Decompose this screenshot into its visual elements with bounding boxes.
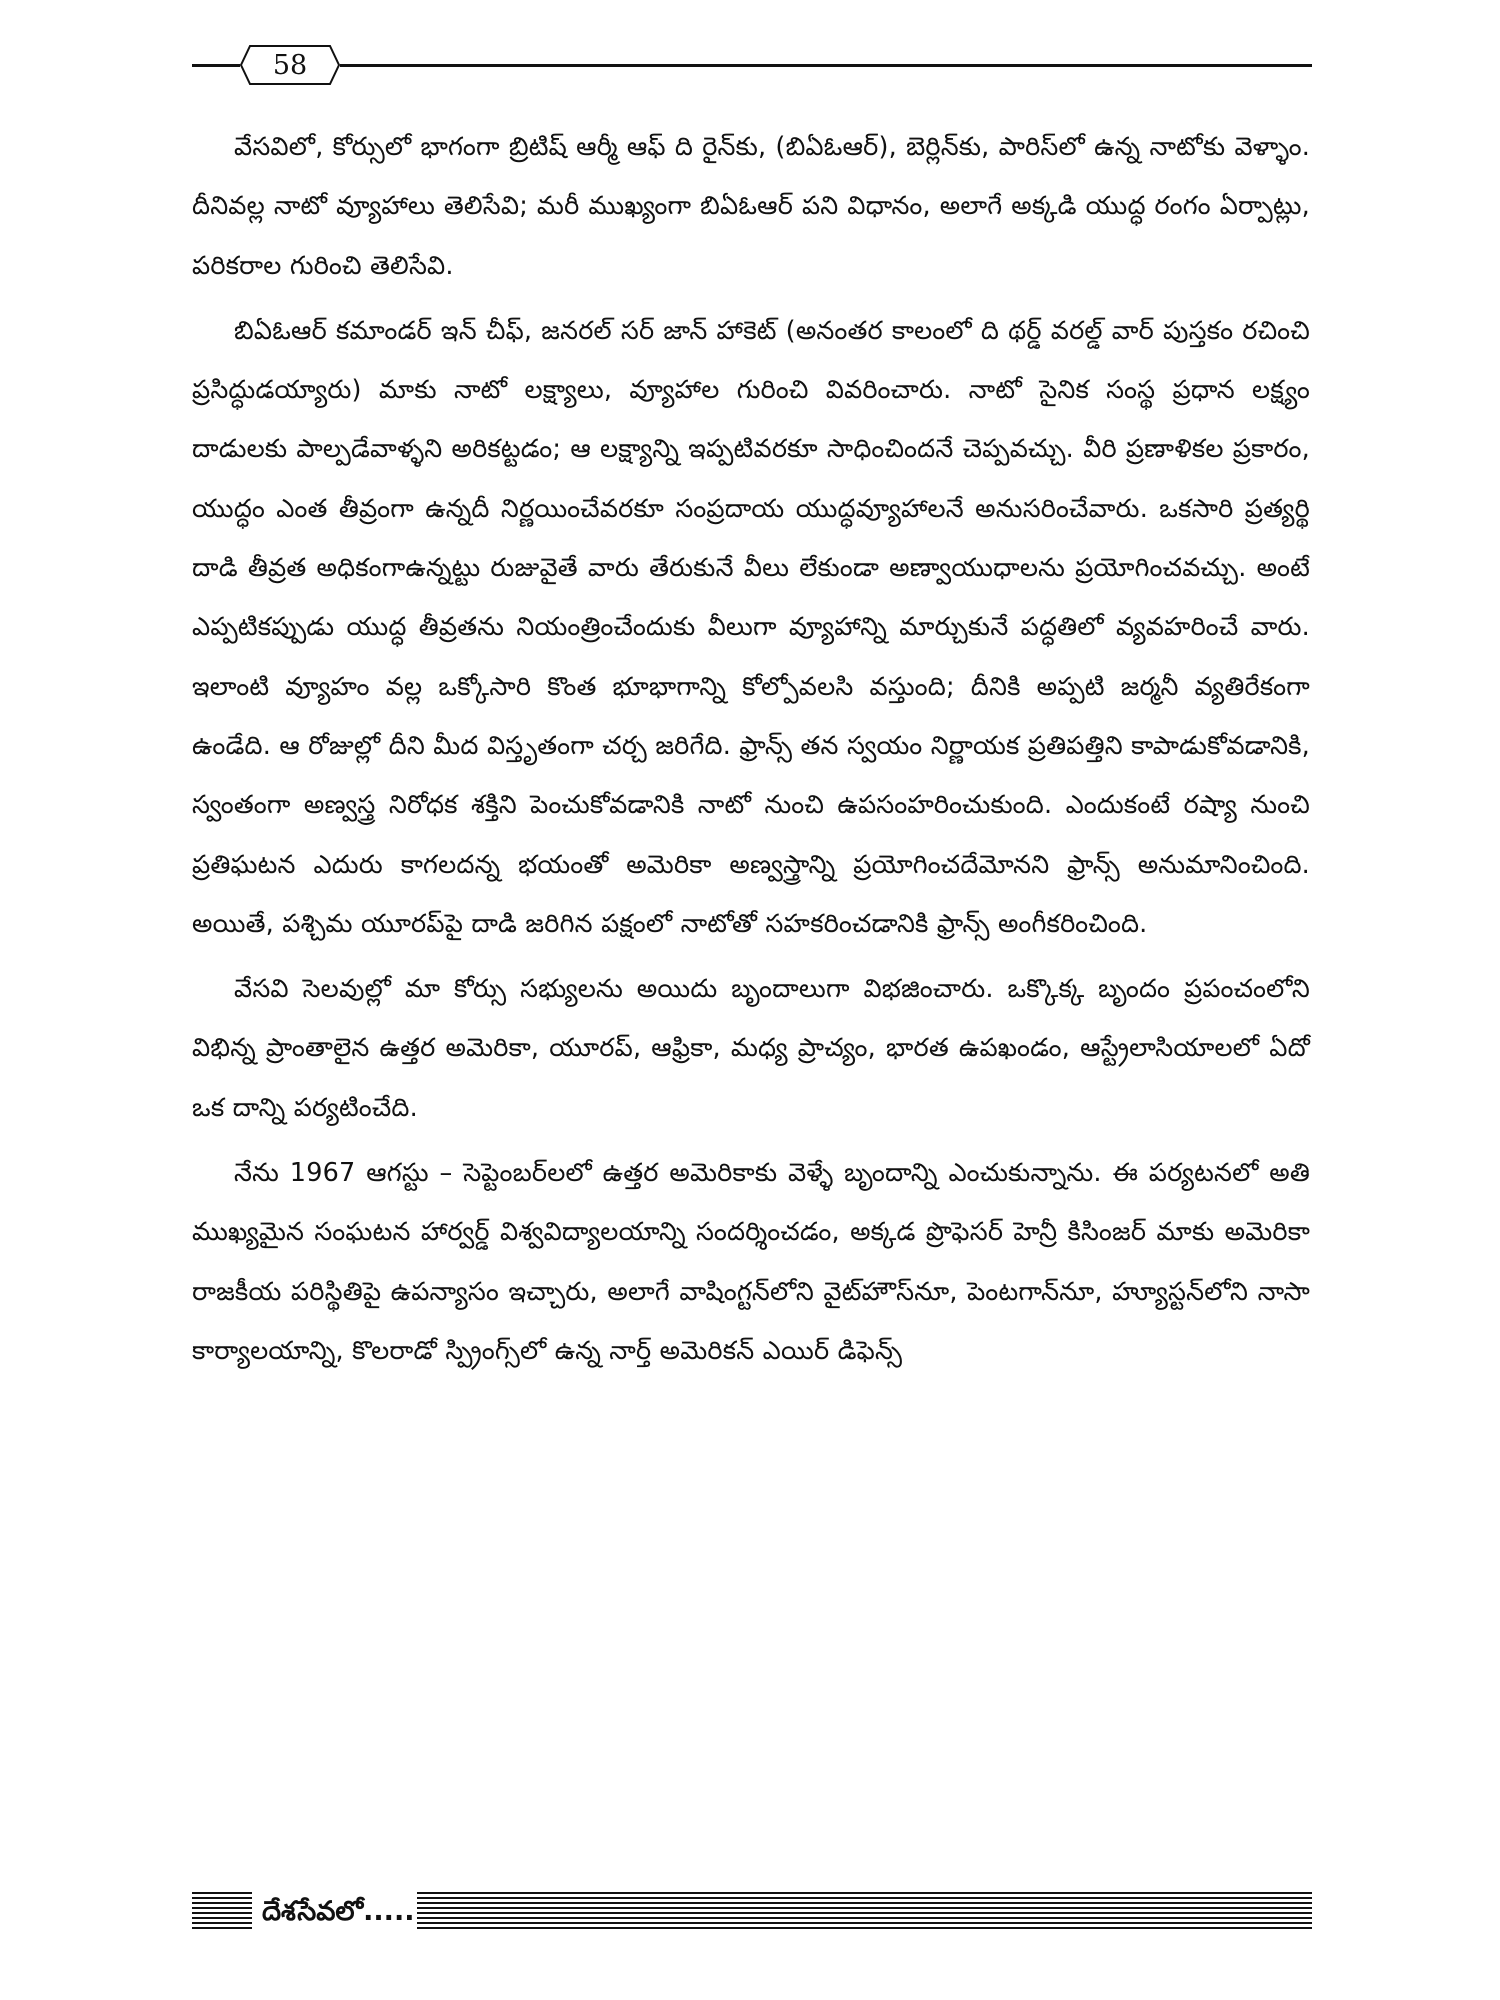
footer-book-title: దేశసేవలో..... xyxy=(262,1896,415,1927)
page-footer xyxy=(192,1890,1312,1934)
paragraph-3: వేసవి సెలవుల్లో మా కోర్సు సభ్యులను అయిదు బృందాలుగా విభజించారు. ఒక్కొక్క బృందం ప్రపంచంలోని విభిన్న ప్రాంతాలైన ఉత్తర అమెరికా, యూరప్, ఆఫ్రికా, మధ్య ప్రాచ్యం, భారత ఉపఖండం, ఆస్ట్రేలాసియాలలో ఏదో ఒక దాన్ని పర్యటించేది. xyxy=(192,974,1310,1123)
page-number-badge xyxy=(240,44,340,86)
paragraph-4: నేను 1967 ఆగస్టు – సెప్టెంబర్‌లలో ఉత్తర అమెరికాకు వెళ్ళే బృందాన్ని ఎంచుకున్నాను. ఈ పర్యటనలో అతి ముఖ్యమైన సంఘటన హార్వర్డ్ విశ్వవిద్యాలయాన్ని సందర్శించడం, అక్కడ ప్రొఫెసర్ హెన్రీ కిసింజర్ మాకు అమెరికా రాజకీయ పరిస్థితిపై ఉపన్యాసం ఇచ్చారు, అలాగే వాషింగ్టన్‌లోని వైట్‌హౌస్‌నూ, పెంటగాన్‌నూ, హ్యూస్టన్‌లోని నాసా కార్యాలయాన్ని, కొలరాడో స్ప్రింగ్స్‌లో ఉన్న నార్త్ అమెరికన్ ఎయిర్ డిఫెన్స్ xyxy=(192,1158,1310,1366)
page-header xyxy=(192,44,1312,92)
page-number: 58 xyxy=(272,50,308,81)
paragraph-1: వేసవిలో, కోర్సులో భాగంగా బ్రిటిష్ ఆర్మీ ఆఫ్ ది రైన్‌కు, (బిఏఓఆర్), బెర్లిన్‌కు, పారిస్‌లో ఉన్న నాటోకు వెళ్ళాం. దీనివల్ల నాటో వ్యూహాలు తెలిసేవి; మరీ ముఖ్యంగా బిఏఓఆర్ పని విధానం, అలాగే అక్కడి యుద్ధ రంగం ఏర్పాట్లు, పరికరాల గురించి తెలిసేవి. xyxy=(192,132,1310,281)
footer-rule-right xyxy=(417,1892,1312,1930)
footer-rule-left xyxy=(192,1892,252,1930)
header-rule xyxy=(192,64,1312,67)
body-text xyxy=(192,118,1310,1387)
paragraph-2: బిఏఓఆర్ కమాండర్ ఇన్ చీఫ్, జనరల్ సర్ జాన్ హాకెట్ (అనంతర కాలంలో ది థర్డ్ వరల్డ్ వార్ పుస్తకం రచించి ప్రసిద్ధుడయ్యారు) మాకు నాటో లక్ష్యాలు, వ్యూహాల గురించి వివరించారు. నాటో సైనిక సంస్థ ప్రధాన లక్ష్యం దాడులకు పాల్పడేవాళ్ళని అరికట్టడం; ఆ లక్ష్యాన్ని ఇప్పటివరకూ సాధించిందనే చెప్పవచ్చు. వీరి ప్రణాళికల ప్రకారం, యుద్ధం ఎంత తీవ్రంగా ఉన్నదీ నిర్ణయించేవరకూ సంప్రదాయ యుద్ధవ్యూహాలనే అనుసరించేవారు. ఒకసారి ప్రత్యర్థి దాడి తీవ్రత అధికంగాఉన్నట్టు రుజువైతే వారు తేరుకునే వీలు లేకుండా అణ్వాయుధాలను ప్రయోగించవచ్చు. అంటే ఎప్పటికప్పుడు యుద్ధ తీవ్రతను నియంత్రించేందుకు వీలుగా వ్యూహాన్ని మార్చుకునే పద్ధతిలో వ్యవహరించే వారు. ఇలాంటి వ్యూహం వల్ల ఒక్కోసారి కొంత భూభాగాన్ని కోల్పోవలసి వస్తుంది; దీనికి అప్పటి జర్మనీ వ్యతిరేకంగా ఉండేది. ఆ రోజుల్లో దీని మీద విస్తృతంగా చర్చ జరిగేది. ఫ్రాన్స్ తన స్వయం నిర్ణాయక ప్రతిపత్తిని కాపాడుకోవడానికి, స్వంతంగా అణ్వస్త్ర నిరోధక శక్తిని పెంచుకోవడానికి నాటో నుంచి ఉపసంహరించుకుంది. ఎందుకంటే రష్యా నుంచి ప్రతిఘటన ఎదురు కాగలదన్న భయంతో అమెరికా అణ్వస్త్రాన్ని ప్రయోగించదేమోనని ఫ్రాన్స్ అనుమానించింది. అయితే, పశ్చిమ యూరప్‌పై దాడి జరిగిన పక్షంలో నాటోతో సహకరించడానికి ఫ్రాన్స్ అంగీకరించింది. xyxy=(192,315,1310,939)
